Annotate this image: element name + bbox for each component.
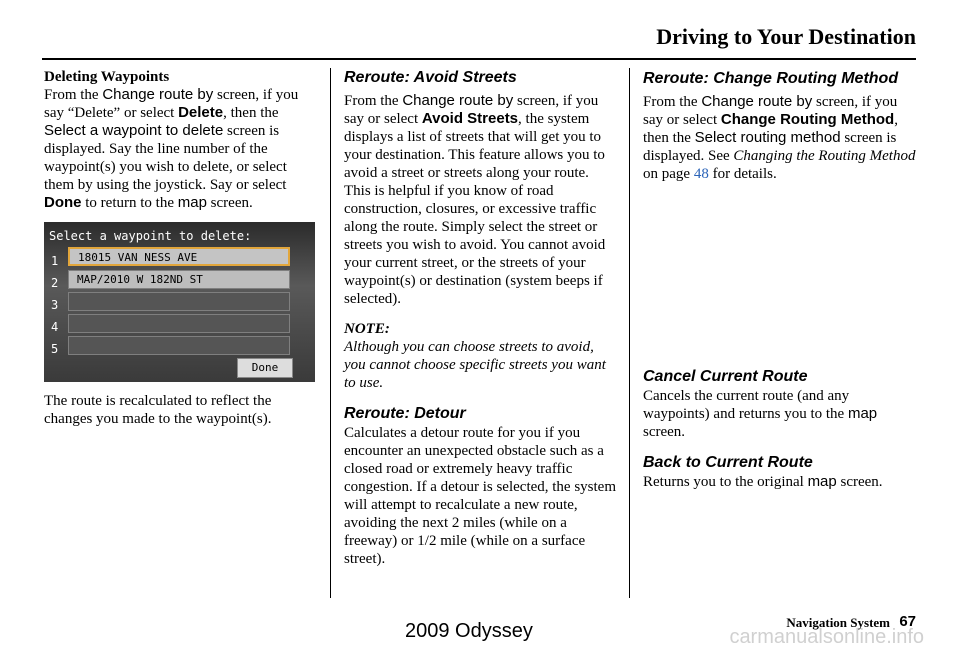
page-title: Driving to Your Destination xyxy=(656,24,916,49)
row-number: 3 xyxy=(51,298,59,312)
row-number: 5 xyxy=(51,342,59,356)
paragraph: From the Change route by screen, if you say “Delete” or select Delete, then the Select a waypoint to delete screen is displayed. Say the line number of the waypoint(s) you wish to delete, or select them by using the joystick. Say or select Done to return to the map screen. xyxy=(44,86,299,211)
screen-title: Select a waypoint to delete: xyxy=(49,229,252,243)
column-2 xyxy=(344,68,619,568)
column-3 xyxy=(643,68,918,491)
waypoint-row[interactable] xyxy=(68,336,290,355)
section-heading: Cancel Current Route xyxy=(643,368,808,385)
done-button[interactable]: Done xyxy=(237,358,293,378)
section-heading: Deleting Waypoints xyxy=(44,69,170,85)
section-heading: Reroute: Detour xyxy=(344,405,466,422)
page-number: 67 xyxy=(899,613,916,630)
waypoint-row[interactable] xyxy=(68,292,290,311)
row-number: 1 xyxy=(51,254,59,268)
waypoint-screen-image xyxy=(44,222,315,382)
paragraph: From the Change route by screen, if you say or select Avoid Streets, the system displays a list of streets that will get you to your destination. This feature allows you to avoid a street or streets along your route. This is helpful if you know of road construction, closures, or excessive traffic along the route. Simply select the street or streets you wish to avoid. You cannot avoid your current street, or the streets of your waypoint(s) or destination (system beeps if selected). xyxy=(344,92,606,307)
column-1 xyxy=(44,68,316,428)
footer-label: Navigation System xyxy=(786,615,890,630)
section-heading: Reroute: Change Routing Method xyxy=(643,70,899,87)
waypoint-row[interactable]: MAP/2010 W 182ND ST xyxy=(68,270,290,289)
paragraph: The route is recalculated to reflect the changes you made to the waypoint(s). xyxy=(44,393,272,427)
column-divider xyxy=(330,68,331,598)
row-number: 2 xyxy=(51,276,59,290)
watermark: carmanualsonline.info xyxy=(729,626,924,648)
title-divider xyxy=(42,58,916,60)
model-label: 2009 Odyssey xyxy=(405,620,533,642)
column-divider xyxy=(629,68,630,598)
note-label: NOTE: xyxy=(344,321,390,337)
section-heading: Back to Current Route xyxy=(643,454,813,471)
waypoint-row[interactable]: 18015 VAN NESS AVE xyxy=(68,247,290,266)
paragraph: Returns you to the original map screen. xyxy=(643,473,883,490)
row-number: 4 xyxy=(51,320,59,334)
page-link[interactable]: 48 xyxy=(693,166,709,182)
paragraph: From the Change route by screen, if you say or select Change Routing Method, then the Select routing method screen is displayed. See Changing the Routing Method on page 48 for details. xyxy=(643,93,916,182)
note-text: Although you can choose streets to avoid, you cannot choose specific streets you want to use. xyxy=(344,339,606,391)
paragraph: Calculates a detour route for you if you encounter an unexpected obstacle such as a closed road or extremely heavy traffic congestion. If a detour is selected, the system will attempt to recalculate a new route, avoiding the next 2 miles (while on a freeway) or 1/2 mile (while on a surface street). xyxy=(344,425,617,567)
waypoint-row[interactable] xyxy=(68,314,290,333)
section-heading: Reroute: Avoid Streets xyxy=(344,69,517,86)
paragraph: Cancels the current route (and any waypoints) and returns you to the map screen. xyxy=(643,388,878,440)
